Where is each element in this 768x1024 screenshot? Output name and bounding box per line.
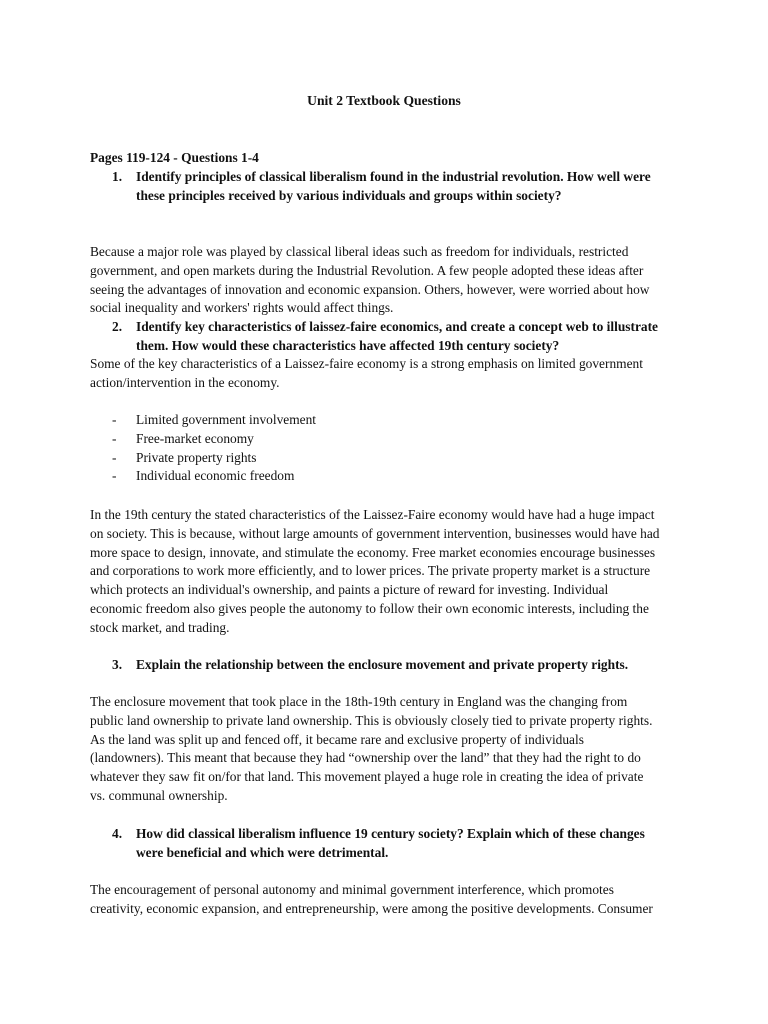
question-line: were beneficial and which were detrimental. — [136, 844, 389, 860]
question-line: Identify principles of classical liberalism found in the industrial revolution. How well were — [136, 169, 651, 184]
bullet-marker: - — [112, 412, 117, 427]
question-line: Identify key characteristics of laissez-faire economics, and create a concept web to illustrate — [136, 319, 658, 334]
question-number: 3. — [112, 657, 123, 672]
answer-line: action/intervention in the economy. — [90, 374, 280, 390]
question-line: How did classical liberalism influence 19 century society? Explain which of these changes — [136, 826, 645, 841]
answer-line: The enclosure movement that took place in the 18th-19th century in England was the changing from — [90, 694, 628, 709]
question-text — [136, 168, 680, 206]
list-item-text: Free-market economy — [136, 430, 254, 446]
answer-line: (landowners). This meant that because they had “ownership over the land” that they had the right to do — [90, 750, 641, 766]
answer-line: economic freedom also gives people the autonomy to follow their own economic interests, including the — [90, 600, 649, 616]
answer-line: seeing the advantages of innovation and economic expansion. Others, however, were worried about how — [90, 281, 650, 297]
document-title: Unit 2 Textbook Questions — [307, 93, 461, 108]
answer-line: The encouragement of personal autonomy and minimal government interference, which promotes — [90, 882, 614, 897]
question-line: these principles received by various individuals and groups within society? — [136, 187, 562, 203]
question-number: 4. — [112, 826, 123, 841]
list-item-text: Private property rights — [136, 449, 257, 465]
answer-line: Some of the key characteristics of a Laissez-faire economy is a strong emphasis on limited government — [90, 356, 643, 371]
question-2 — [112, 318, 680, 356]
answer-line: government, and open markets during the Industrial Revolution. A few people adopted these ideas after — [90, 262, 644, 278]
answer-line: public land ownership to private land ownership. This is obviously closely tied to private property rights. — [90, 712, 653, 728]
question-number: 2. — [112, 319, 123, 334]
answer-line: on society. This is because, without large amounts of government intervention, businesses would have had — [90, 525, 660, 541]
answer-2-body — [90, 506, 680, 638]
bullet-marker: - — [112, 430, 117, 446]
pages-heading: Pages 119-124 - Questions 1-4 — [90, 150, 259, 165]
question-line: Explain the relationship between the enclosure movement and private property rights. — [136, 657, 629, 672]
answer-line: stock market, and trading. — [90, 619, 230, 635]
answer-4 — [90, 881, 680, 919]
question-4 — [112, 825, 680, 863]
question-1 — [112, 168, 680, 206]
question-text — [136, 656, 680, 675]
question-text — [136, 825, 680, 863]
answer-line: vs. communal ownership. — [90, 787, 228, 803]
answer-line: creativity, economic expansion, and entrepreneurship, were among the positive developments. Consumer — [90, 900, 653, 916]
bullet-marker: - — [112, 449, 117, 465]
answer-line: whatever they saw fit on/for that land. This movement played a huge role in creating the idea of private — [90, 769, 644, 785]
question-text — [136, 318, 680, 356]
answer-line: which protects an individual's ownership, and paints a picture of reward for investing. Individual — [90, 582, 609, 598]
answer-line: social inequality and workers' rights would affect things. — [90, 300, 394, 316]
answer-line: As the land was split up and fenced off, it became rare and exclusive property of individuals — [90, 731, 584, 747]
answer-line: more space to design, innovate, and stimulate the economy. Free market economies encourage businesses — [90, 544, 656, 560]
bullet-marker: - — [112, 468, 117, 484]
list-item-text: Individual economic freedom — [136, 468, 295, 484]
question-3 — [112, 656, 680, 675]
answer-1 — [90, 243, 680, 318]
answer-line: and corporations to work more efficiently, and to lower prices. The private property market is a structure — [90, 563, 651, 579]
answer-line: Because a major role was played by classical liberal ideas such as freedom for individuals, restricted — [90, 244, 629, 259]
question-line: them. How would these characteristics have affected 19th century society? — [136, 337, 560, 353]
answer-2-intro — [90, 355, 680, 393]
question-number: 1. — [112, 169, 123, 184]
list-item-text: Limited government involvement — [136, 412, 316, 427]
answer-3 — [90, 693, 680, 806]
answer-line: In the 19th century the stated characteristics of the Laissez-Faire economy would have had a huge impact — [90, 507, 655, 522]
